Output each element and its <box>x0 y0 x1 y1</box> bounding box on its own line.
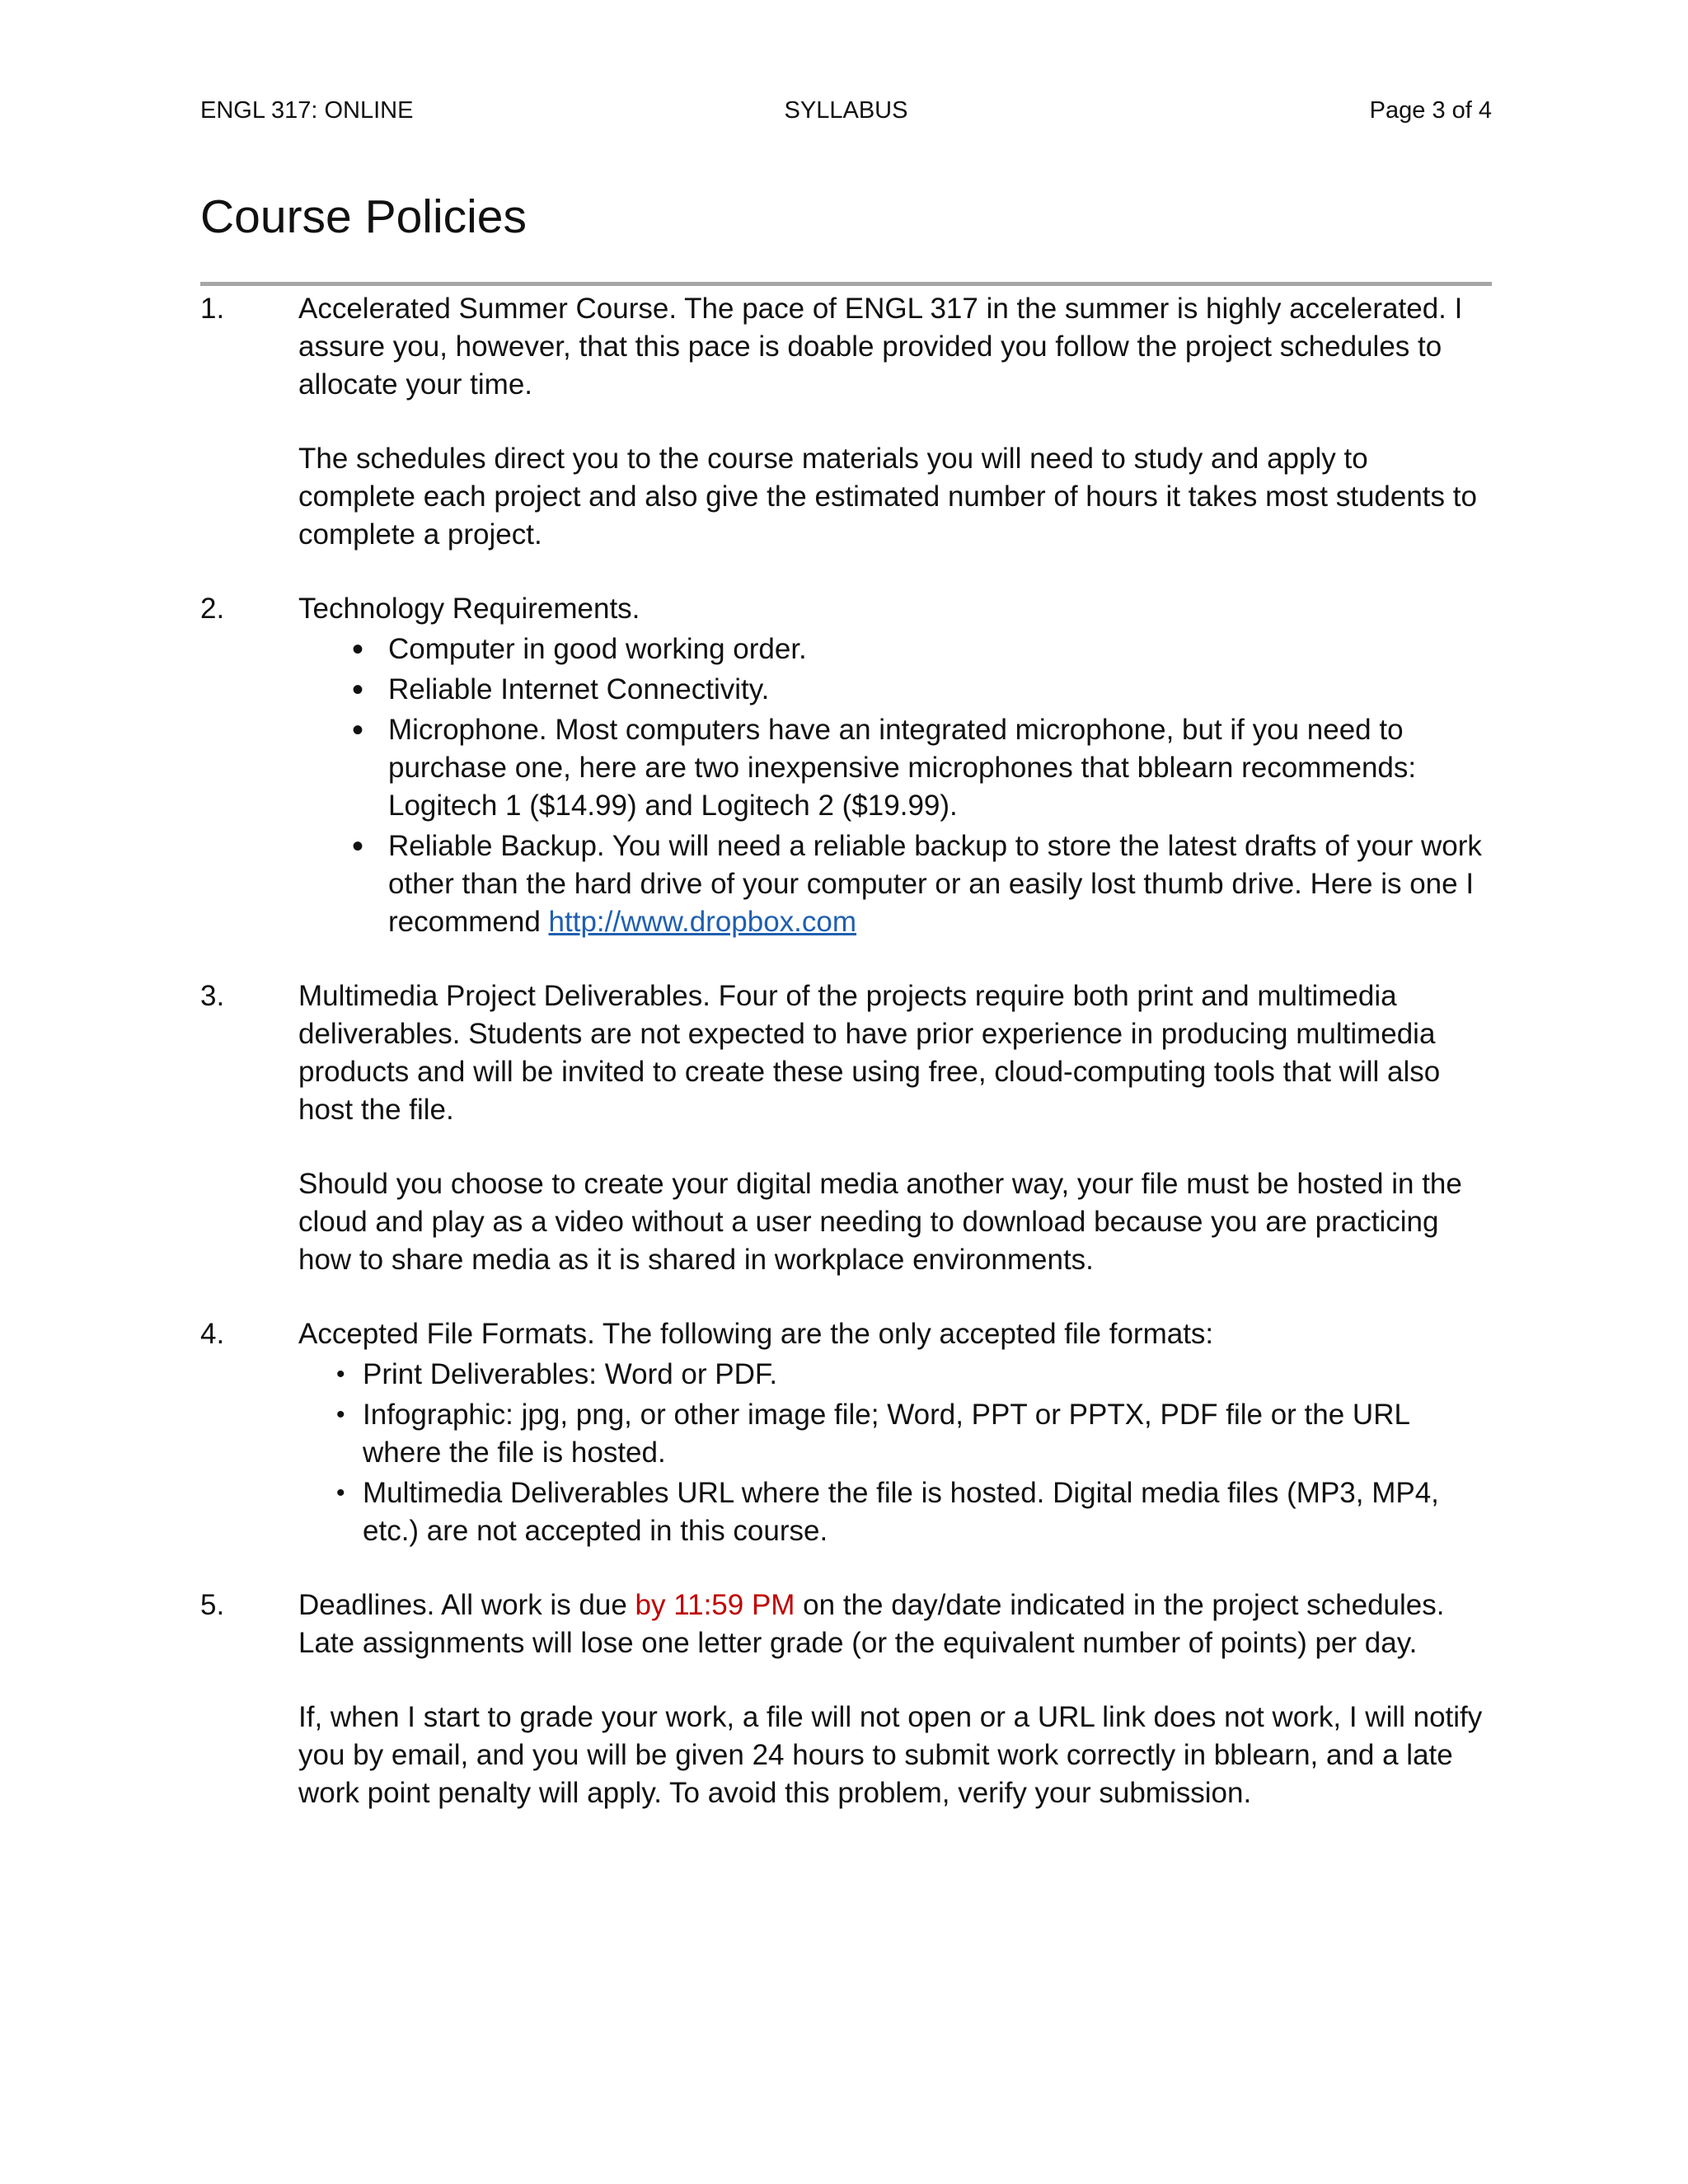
list-item: • Multimedia Deliverables URL where the file is hosted. Digital media files (MP3, MP4, etc.) are not accepted in this course. <box>331 1474 1492 1550</box>
header-document-type: SYLLABUS <box>784 97 908 124</box>
deadline-time: by 11:59 PM <box>635 1589 795 1621</box>
policy-paragraph: If, when I start to grade your work, a file will not open or a URL link does not work, I will notify you by email, and you will be given 24 hours to submit work correctly in bblearn, and a late work point penalty will apply. To avoid this problem, verify your submission. <box>298 1701 1483 1809</box>
list-item: • Computer in good working order. <box>352 630 1492 668</box>
policy-paragraph: Multimedia Project Deliverables. Four of the projects require both print and multimedia deliverables. Students are not expected to have prior experience in producing multimedia products and will be invited to create these using free, cloud-computing tools that will also host the file. <box>298 980 1441 1126</box>
policy-paragraph: Should you choose to create your digital media another way, your file must be hosted in the cloud and play as a video without a user needing to download because you are practicing how to share media as it is shared in workplace environments. <box>298 1168 1462 1276</box>
policy-item-deadlines <box>200 1586 1492 1812</box>
deadline-text: on the day/date indicated in the project schedules. Late assignments will lose one letter grade (or the equivalent number of points) per day. <box>298 1589 1445 1659</box>
list-item: • Infographic: jpg, png, or other image file; Word, PPT or PPTX, PDF file or the URL where the file is hosted. <box>331 1396 1492 1472</box>
policy-paragraph <box>298 1586 1492 1662</box>
list-item: • Reliable Internet Connectivity. <box>352 671 1492 709</box>
policy-item-file-formats <box>200 1315 1492 1550</box>
header-course-code: ENGL 317: ONLINE <box>200 97 414 124</box>
list-item <box>352 827 1492 941</box>
policy-number: 2. <box>200 593 225 625</box>
deadline-text: Deadlines. All work is due <box>298 1589 635 1621</box>
dropbox-link[interactable]: http://www.dropbox.com <box>548 906 857 938</box>
section-title: Course Policies <box>200 190 527 243</box>
policy-paragraph: The schedules direct you to the course materials you will need to study and apply to complete each project and also give the estimated number of hours it takes most students to complete a project. <box>298 443 1477 551</box>
policy-intro: Technology Requirements. <box>298 593 640 625</box>
policy-paragraph: Accelerated Summer Course. The pace of ENGL 317 in the summer is highly accelerated. I assure you, however, that this pace is doable provided you follow the project schedules to allocate your time. <box>298 293 1463 401</box>
list-item: • Microphone. Most computers have an integrated microphone, but if you need to purchase one, here are two inexpensive microphones that bblearn recommends: Logitech 1 ($14.99) and Logitech 2 ($19.99). <box>352 711 1492 825</box>
policy-list <box>200 290 1492 1849</box>
policy-number: 4. <box>200 1318 225 1350</box>
list-item: • Print Deliverables: Word or PDF. <box>331 1356 1492 1394</box>
policy-item-multimedia-deliverables <box>200 977 1492 1279</box>
policy-number: 5. <box>200 1589 225 1621</box>
header-page-number: Page 3 of 4 <box>1369 97 1492 124</box>
file-formats-list <box>298 1356 1492 1550</box>
policy-item-technology-requirements <box>200 590 1492 941</box>
requirements-list <box>298 630 1492 941</box>
title-divider <box>200 282 1492 286</box>
page-header <box>200 97 1492 130</box>
policy-intro: Accepted File Formats. The following are the only accepted file formats: <box>298 1318 1214 1350</box>
policy-number: 1. <box>200 293 225 325</box>
list-item-text: Reliable Backup. You will need a reliable backup to store the latest drafts of your work other than the hard drive of your computer or an easily lost thumb drive. Here is one I recommend <box>388 830 1482 938</box>
policy-item-accelerated-course <box>200 290 1492 554</box>
policy-number: 3. <box>200 980 225 1012</box>
